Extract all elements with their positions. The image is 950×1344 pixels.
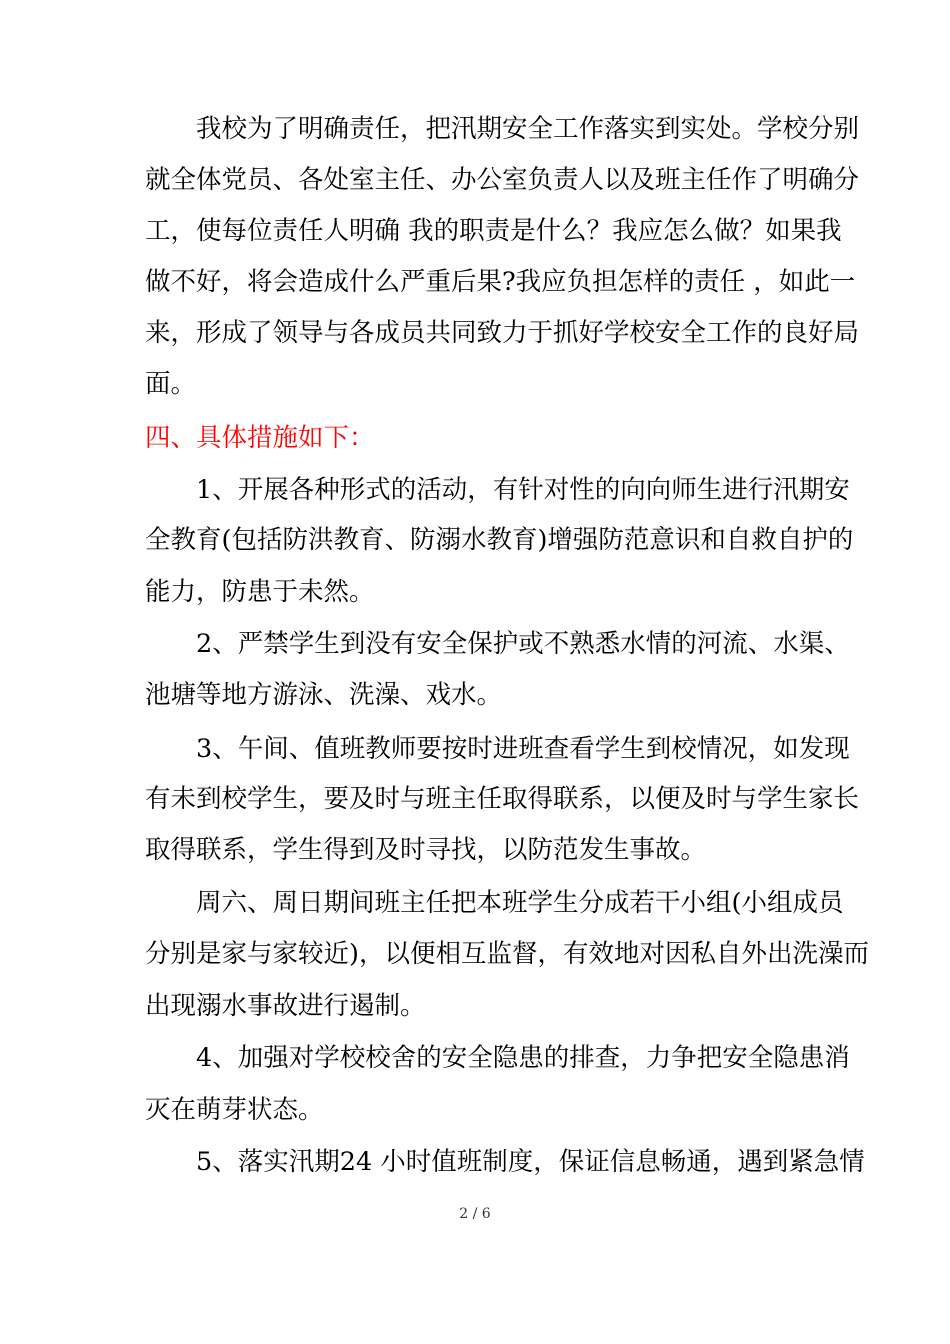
paragraph-line: 面。 [145, 369, 197, 399]
paragraph-line: 工，使每位责任人明确 我的职责是什么？我应怎么做？如果我 [145, 216, 842, 246]
paragraph-line: 出现溺水事故进行遏制。 [145, 991, 426, 1021]
paragraph-line: 做不好，将会造成什么严重后果?我应负担怎样的责任 ，如此一 [145, 267, 856, 297]
paragraph-line: 5、落实汛期24 小时值班制度，保证信息畅通，遇到紧急情 [145, 1147, 865, 1177]
paragraph-line: 1、开展各种形式的活动，有针对性的向向师生进行汛期安 [145, 475, 850, 505]
paragraph-line: 来，形成了领导与各成员共同致力于抓好学校安全工作的良好局 [145, 318, 860, 348]
paragraph-line: 2、严禁学生到没有安全保护或不熟悉水情的河流、水渠、 [145, 629, 850, 659]
paragraph-line: 4、加强对学校校舍的安全隐患的排查，力争把安全隐患消 [145, 1043, 850, 1073]
paragraph-line: 取得联系，学生得到及时寻找，以防范发生事故。 [145, 835, 707, 865]
paragraph-line: 就全体党员、各处室主任、办公室负责人以及班主任作了明确分 [145, 165, 860, 195]
paragraph-line: 灭在萌芽状态。 [145, 1095, 324, 1125]
paragraph-line: 有未到校学生，要及时与班主任取得联系，以便及时与学生家长 [145, 784, 860, 814]
paragraph-line: 我校为了明确责任，把汛期安全工作落实到实处。学校分别 [145, 114, 860, 144]
section-heading: 四、具体措施如下： [145, 423, 375, 453]
page-number: 2 / 6 [459, 1206, 491, 1222]
paragraph-line: 全教育(包括防洪教育、防溺水教育)增强防范意识和自救自护的 [145, 525, 854, 555]
paragraph-line: 能力，防患于未然。 [145, 577, 375, 607]
paragraph-line: 分别是家与家较近)，以便相互监督，有效地对因私自外出洗澡而 [145, 939, 869, 969]
paragraph-line: 池塘等地方游泳、洗澡、戏水。 [145, 680, 503, 710]
paragraph-line: 3、午间、值班教师要按时进班查看学生到校情况，如发现 [145, 734, 850, 764]
paragraph-line: 周六、周日期间班主任把本班学生分成若干小组(小组成员 [145, 888, 844, 918]
